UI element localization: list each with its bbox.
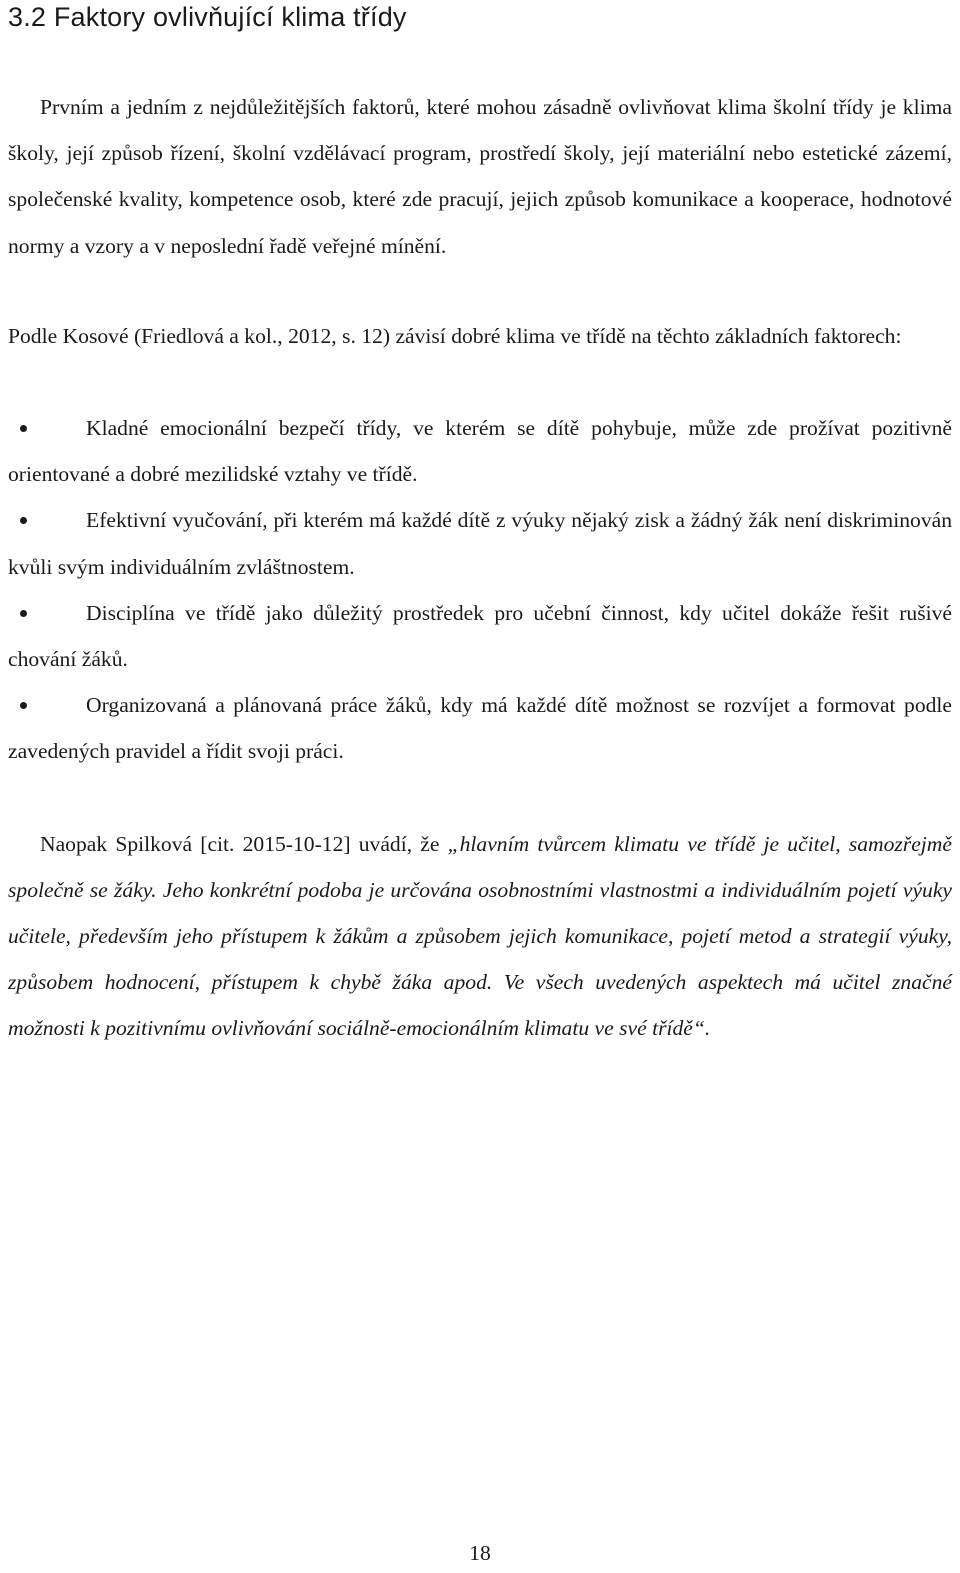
source-lead-paragraph: Podle Kosové (Friedlová a kol., 2012, s. 12) závisí dobré klima ve třídě na těchto základních faktorech: [8,323,902,348]
bullet-icon [20,425,27,432]
list-item-text: Organizovaná a plánovaná práce žáků, kdy má každé dítě možnost se rozvíjet a formovat podle zavedených pravidel a řídit svoji práci. [8,693,952,764]
bullet-icon [20,702,27,709]
list-item [8,590,952,682]
list-item [8,497,952,589]
list-item-text: Kladné emocionální bezpečí třídy, ve kterém se dítě pohybuje, může zde prožívat pozitivně orientované a dobré mezilidské vztahy ve třídě. [8,416,952,487]
bullet-icon [20,610,27,617]
quote-lead: Naopak Spilková [cit. 2015-10-12] uvádí, že [40,831,448,856]
page-number: 18 [469,1541,491,1565]
factor-list [8,405,952,775]
list-item-text: Disciplína ve třídě jako důležitý prostředek pro učební činnost, kdy učitel dokáže řešit rušivé chování žáků. [8,600,952,672]
document-body [8,84,952,1052]
section-heading: 3.2 Faktory ovlivňující klima třídy [8,2,407,32]
list-item [8,682,952,774]
bullet-icon [20,517,27,524]
quote-text: „hlavním tvůrcem klimatu ve třídě je učitel, samozřejmě společně se žáky. Jeho konkrétní podoba je určována osobnostními vlastnostmi a individuálním pojetí výuky učitele, především jeho přístupem k žákům a způsobem jejich komunikace, pojetí metod a strategií výuky, způsobem hodnocení, přístupem k chybě žáka apod. Ve všech uvedených aspektech má učitel značné možnosti k pozitivnímu ovlivňování sociálně-emocionálním klimatu ve své třídě“. [8,831,952,1041]
list-item [8,405,952,497]
list-item-text: Efektivní vyučování, při kterém má každé dítě z výuky nějaký zisk a žádný žák není diskriminován kvůli svým individuálním zvláštnostem. [8,508,952,579]
quote-paragraph [8,821,952,1052]
intro-paragraph: Prvním a jedním z nejdůležitějších faktorů, které mohou zásadně ovlivňovat klima školní třídy je klima školy, její způsob řízení, školní vzdělávací program, prostředí školy, její materiální nebo estetické zázemí, společenské kvality, kompetence osob, které zde pracují, jejich způsob komunikace a kooperace, hodnotové normy a vzory a v neposlední řadě veřejné mínění. [8,95,952,258]
